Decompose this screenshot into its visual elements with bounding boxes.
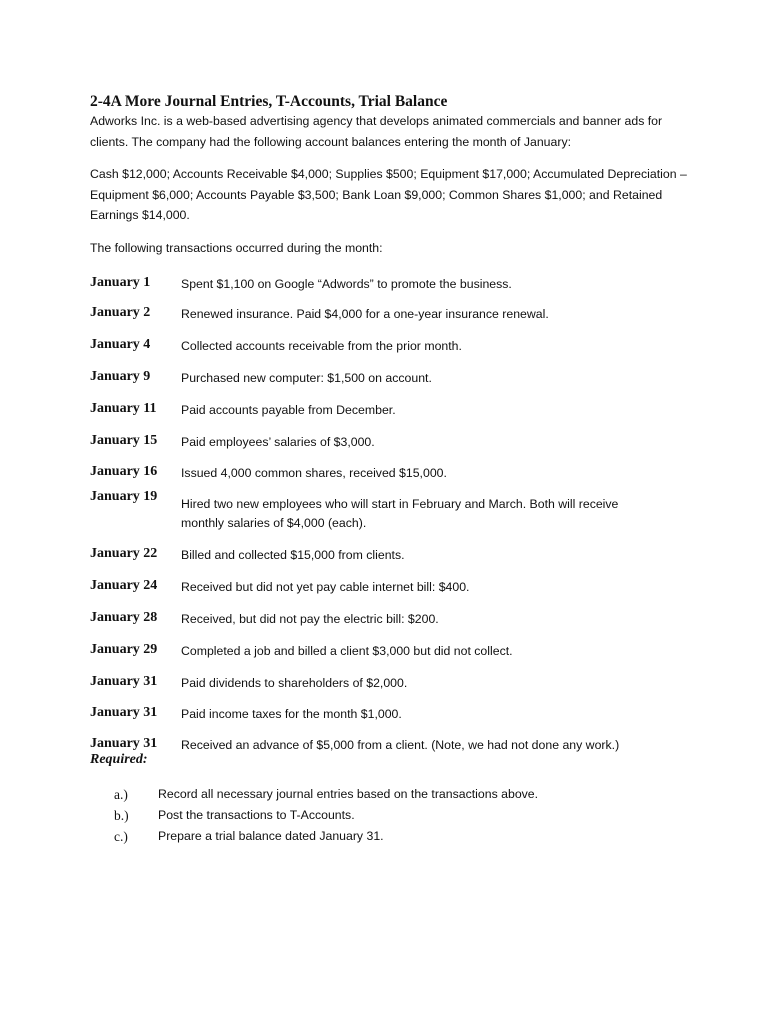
transaction-description: Paid income taxes for the month $1,000.: [181, 707, 402, 721]
requirement-text: Record all necessary journal entries based on the transactions above.: [158, 787, 539, 801]
transaction-description: Paid accounts payable from December.: [181, 403, 396, 417]
opening-balances-paragraph: Cash $12,000; Accounts Receivable $4,000; Supplies $500; Equipment $17,000; Accumulated Depreciation – Equipment $6,000; Accounts Payable $3,500; Bank Loan $9,000; Common Shares $1,000; and Retained Earnings $14,000.: [90, 167, 687, 222]
transactions-intro: The following transactions occurred during the month:: [90, 241, 383, 255]
transaction-description: Completed a job and billed a client $3,000 but did not collect.: [181, 644, 513, 658]
transaction-date: January 4: [90, 337, 151, 352]
transaction-description: Received, but did not pay the electric bill: $200.: [181, 612, 439, 626]
transaction-date: January 22: [90, 546, 158, 561]
required-heading: Required:: [90, 752, 148, 767]
transaction-date: January 2: [90, 305, 151, 320]
transaction-description: Issued 4,000 common shares, received $15,000.: [181, 466, 447, 480]
transaction-date: January 28: [90, 610, 158, 625]
transaction-description: Renewed insurance. Paid $4,000 for a one-year insurance renewal.: [181, 307, 549, 321]
transaction-date: January 15: [90, 433, 158, 448]
requirement-text: Post the transactions to T-Accounts.: [158, 808, 355, 822]
transaction-description: Spent $1,100 on Google “Adwords” to promote the business.: [181, 277, 512, 291]
transaction-description: Received but did not yet pay cable internet bill: $400.: [181, 580, 470, 594]
transaction-date: January 1: [90, 275, 151, 290]
exercise-title: 2-4A More Journal Entries, T-Accounts, Trial Balance: [90, 93, 448, 110]
transaction-date: January 31: [90, 736, 158, 751]
requirement-marker: a.): [114, 787, 128, 802]
transaction-description: Purchased new computer: $1,500 on account.: [181, 371, 432, 385]
transaction-date: January 9: [90, 369, 151, 384]
transaction-date: January 11: [90, 401, 157, 416]
transaction-description: Received an advance of $5,000 from a client. (Note, we had not done any work.): [181, 738, 620, 752]
transaction-date: January 31: [90, 674, 158, 689]
transaction-date: January 19: [90, 489, 158, 504]
transaction-date: January 29: [90, 642, 158, 657]
transaction-description: Paid employees’ salaries of $3,000.: [181, 435, 375, 449]
transaction-description: Collected accounts receivable from the prior month.: [181, 339, 462, 353]
requirement-marker: b.): [114, 808, 129, 823]
requirement-text: Prepare a trial balance dated January 31.: [158, 829, 384, 843]
transaction-date: January 31: [90, 705, 158, 720]
transaction-date: January 24: [90, 578, 158, 593]
requirement-marker: c.): [114, 829, 128, 844]
transaction-description: Hired two new employees who will start in February and March. Both will receive monthly salaries of $4,000 (each).: [181, 497, 619, 530]
intro-paragraph: Adworks Inc. is a web-based advertising agency that develops animated commercials and banner ads for clients. The company had the following account balances entering the month of January:: [90, 114, 663, 149]
transaction-description: Billed and collected $15,000 from clients.: [181, 548, 405, 562]
transaction-description: Paid dividends to shareholders of $2,000.: [181, 676, 408, 690]
transaction-date: January 16: [90, 464, 158, 479]
